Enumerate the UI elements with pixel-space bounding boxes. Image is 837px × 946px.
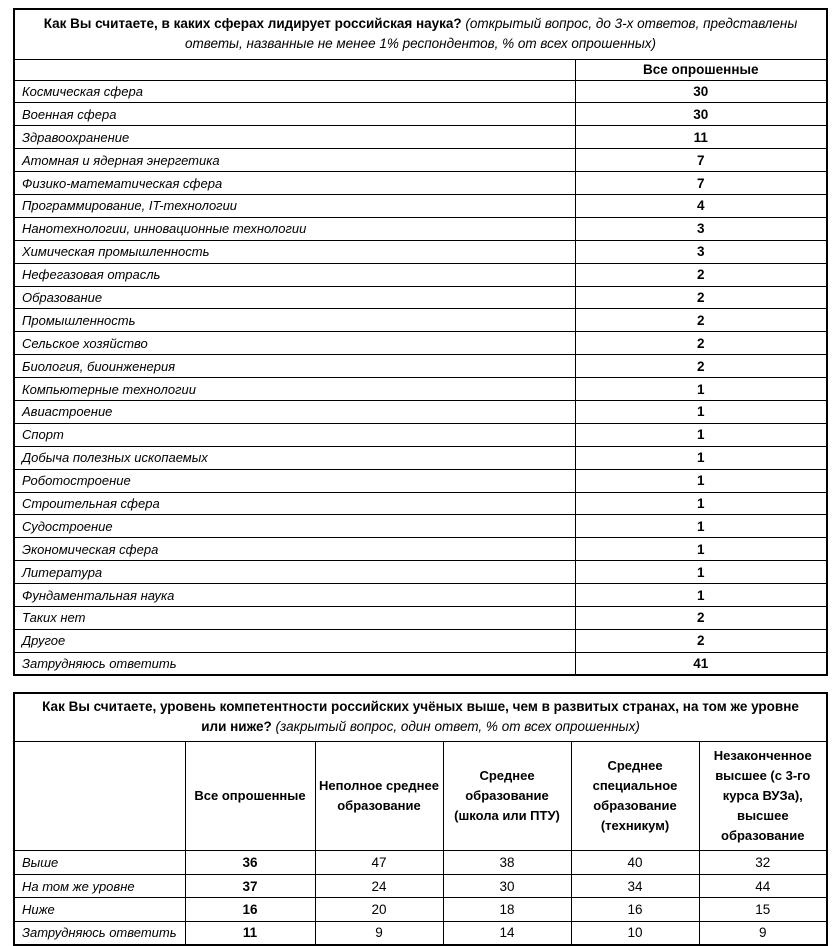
area-label: Авиастроение	[14, 400, 575, 423]
area-percent: 1	[575, 469, 827, 492]
table1-header-empty-cell	[14, 59, 575, 80]
table-row	[14, 286, 827, 309]
table-row	[14, 629, 827, 652]
competence-level-table	[13, 692, 828, 946]
area-label: Химическая промышленность	[14, 240, 575, 263]
table-row	[14, 263, 827, 286]
table-row	[14, 874, 827, 898]
area-label: Промышленность	[14, 309, 575, 332]
table-row	[14, 851, 827, 875]
table-row	[14, 149, 827, 172]
area-percent: 30	[575, 103, 827, 126]
table-row	[14, 423, 827, 446]
area-percent: 2	[575, 309, 827, 332]
area-percent: 3	[575, 240, 827, 263]
answer-percent: 44	[699, 874, 827, 898]
answer-percent: 32	[699, 851, 827, 875]
answer-percent: 20	[315, 898, 443, 922]
answer-label: Выше	[14, 851, 185, 875]
area-label: Добыча полезных ископаемых	[14, 446, 575, 469]
area-percent: 41	[575, 652, 827, 675]
area-label: Фундаментальная наука	[14, 584, 575, 607]
answer-percent: 47	[315, 851, 443, 875]
table-row	[14, 652, 827, 675]
answer-label: Ниже	[14, 898, 185, 922]
area-label: Экономическая сфера	[14, 538, 575, 561]
table1-question-note: (открытый вопрос, до 3-х ответов, представлены ответы, названные не менее 1% респондентов, % от всех опрошенных)	[184, 16, 798, 52]
area-percent: 2	[575, 263, 827, 286]
area-label: Роботостроение	[14, 469, 575, 492]
area-percent: 3	[575, 217, 827, 240]
area-label: Таких нет	[14, 606, 575, 629]
area-percent: 1	[575, 561, 827, 584]
area-percent: 1	[575, 538, 827, 561]
table-row	[14, 446, 827, 469]
table1-question-text: Как Вы считаете, в каких сферах лидирует российская наука?	[43, 16, 462, 31]
area-label: Нефегазовая отрасль	[14, 263, 575, 286]
area-label: Литература	[14, 561, 575, 584]
answer-percent: 38	[443, 851, 571, 875]
area-label: Сельское хозяйство	[14, 332, 575, 355]
table-row	[14, 561, 827, 584]
table-row	[14, 355, 827, 378]
table2-question-text: Как Вы считаете, уровень компетентности российских учёных выше, чем в развитых странах, на том же уровне или ниже?	[42, 699, 799, 735]
table2-question-note: (закрытый вопрос, один ответ, % от всех опрошенных)	[271, 719, 640, 735]
area-percent: 30	[575, 80, 827, 103]
table-row	[14, 400, 827, 423]
area-label: Судостроение	[14, 515, 575, 538]
table2-title-row	[14, 693, 827, 741]
answer-label: Затрудняюсь ответить	[14, 921, 185, 945]
area-percent: 1	[575, 446, 827, 469]
area-percent: 2	[575, 332, 827, 355]
table-row	[14, 584, 827, 607]
answer-percent: 40	[571, 851, 699, 875]
table1-title-row	[14, 9, 827, 59]
area-percent: 4	[575, 194, 827, 217]
table2-header-all-respondents: Все опрошенные	[185, 741, 315, 851]
area-label: Затрудняюсь ответить	[14, 652, 575, 675]
table-row	[14, 606, 827, 629]
table-row	[14, 126, 827, 149]
table-row	[14, 309, 827, 332]
table-row	[14, 194, 827, 217]
answer-percent: 14	[443, 921, 571, 945]
answer-percent: 11	[185, 921, 315, 945]
area-percent: 2	[575, 606, 827, 629]
table-row	[14, 515, 827, 538]
area-percent: 1	[575, 584, 827, 607]
area-label: Компьютерные технологии	[14, 378, 575, 401]
area-percent: 2	[575, 286, 827, 309]
area-percent: 11	[575, 126, 827, 149]
table-row	[14, 538, 827, 561]
table-row	[14, 103, 827, 126]
table2-header-secondary-education: Среднее образование (школа или ПТУ)	[443, 741, 571, 851]
area-percent: 1	[575, 515, 827, 538]
area-label: Биология, биоинженерия	[14, 355, 575, 378]
area-percent: 1	[575, 378, 827, 401]
area-label: Другое	[14, 629, 575, 652]
answer-percent: 30	[443, 874, 571, 898]
area-label: Атомная и ядерная энергетика	[14, 149, 575, 172]
table-row	[14, 332, 827, 355]
answer-percent: 16	[571, 898, 699, 922]
area-percent: 1	[575, 492, 827, 515]
table1-title	[14, 9, 827, 59]
table2-header-empty-cell	[14, 741, 185, 851]
table-row	[14, 240, 827, 263]
table-row	[14, 898, 827, 922]
answer-percent: 34	[571, 874, 699, 898]
table-row	[14, 492, 827, 515]
table2-header-specialized-secondary: Среднее специальное образование (техникум)	[571, 741, 699, 851]
answer-label: На том же уровне	[14, 874, 185, 898]
area-label: Строительная сфера	[14, 492, 575, 515]
answer-percent: 37	[185, 874, 315, 898]
area-percent: 1	[575, 400, 827, 423]
answer-percent: 36	[185, 851, 315, 875]
table-row	[14, 921, 827, 945]
answer-percent: 18	[443, 898, 571, 922]
answer-percent: 10	[571, 921, 699, 945]
table2-header-incomplete-secondary: Неполное среднее образование	[315, 741, 443, 851]
table-row	[14, 469, 827, 492]
area-label: Образование	[14, 286, 575, 309]
answer-percent: 9	[315, 921, 443, 945]
table2-title	[14, 693, 827, 741]
area-label: Здравоохранение	[14, 126, 575, 149]
table1-header-row	[14, 59, 827, 80]
answer-percent: 16	[185, 898, 315, 922]
area-percent: 2	[575, 629, 827, 652]
table-row	[14, 172, 827, 195]
table2-header-higher-education: Незаконченное высшее (с 3-го курса ВУЗа), высшее образование	[699, 741, 827, 851]
science-leading-areas-table	[13, 8, 828, 676]
answer-percent: 15	[699, 898, 827, 922]
area-label: Военная сфера	[14, 103, 575, 126]
table-row	[14, 217, 827, 240]
answer-percent: 9	[699, 921, 827, 945]
area-percent: 1	[575, 423, 827, 446]
area-percent: 7	[575, 149, 827, 172]
answer-percent: 24	[315, 874, 443, 898]
science-areas-table-body	[14, 80, 827, 675]
area-label: Физико-математическая сфера	[14, 172, 575, 195]
competence-table-body	[14, 851, 827, 945]
table2-header-row	[14, 741, 827, 851]
table-row	[14, 80, 827, 103]
area-percent: 7	[575, 172, 827, 195]
area-label: Космическая сфера	[14, 80, 575, 103]
table-row	[14, 378, 827, 401]
area-percent: 2	[575, 355, 827, 378]
area-label: Программирование, IT-технологии	[14, 194, 575, 217]
area-label: Спорт	[14, 423, 575, 446]
table1-header-all-respondents: Все опрошенные	[575, 59, 827, 80]
area-label: Нанотехнологии, инновационные технологии	[14, 217, 575, 240]
